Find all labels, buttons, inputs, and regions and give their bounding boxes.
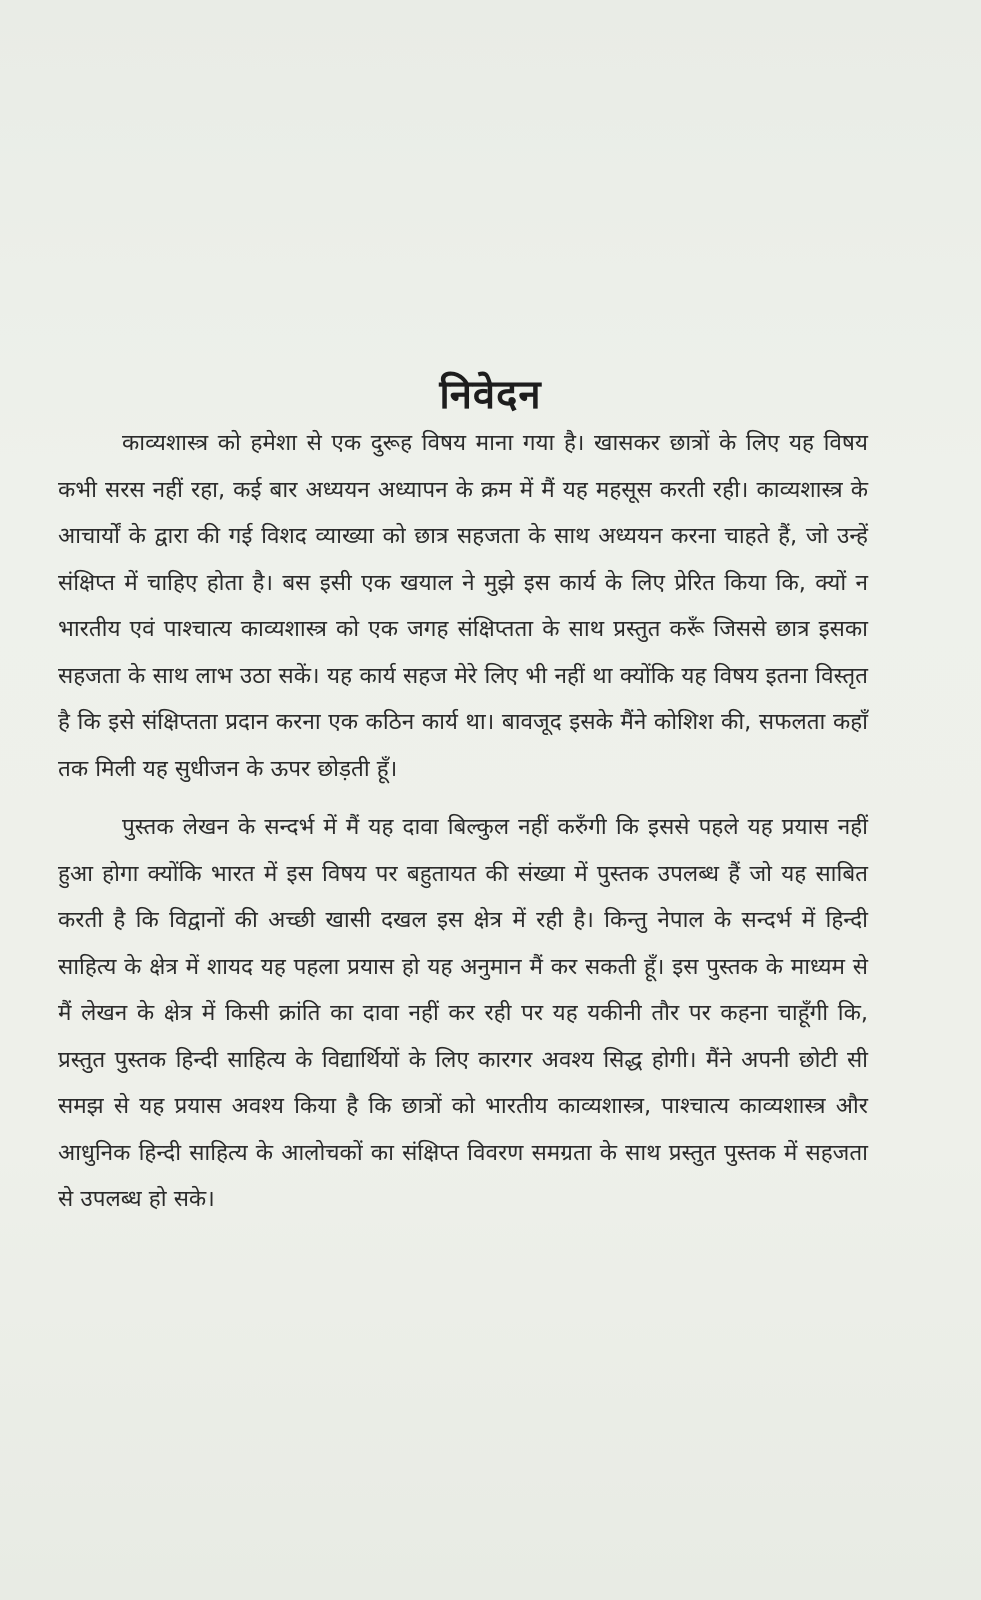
paragraph-2: पुस्तक लेखन के सन्दर्भ में मैं यह दावा बिल्कुल नहीं करुँगी कि इससे पहले यह प्रयास नहीं हुआ होगा क्योंकि भारत में इस विषय पर बहुतायत की संख्या में पुस्तक उपलब्ध हैं जो यह साबित करती है कि विद्वानों की अच्छी खासी दखल इस क्षेत्र में रही है। किन्तु नेपाल के सन्दर्भ में हिन्दी साहित्य के क्षेत्र में शायद यह पहला प्रयास हो यह अनुमान मैं कर सकती हूँ। इस पुस्तक के माध्यम से मैं लेखन के क्षेत्र में किसी क्रांति का दावा नहीं कर रही पर यह यकीनी तौर पर कहना चाहूँगी कि, प्रस्तुत पुस्तक हिन्दी साहित्य के विद्यार्थियों के लिए कारगर अवश्य सिद्ध होगी। मैंने अपनी छोटी सी समझ से यह प्रयास अवश्य किया है कि छात्रों को भारतीय काव्यशास्त्र, पाश्चात्य काव्यशास्त्र और आधुनिक हिन्दी साहित्य के आलोचकों का संक्षिप्त विवरण समग्रता के साथ प्रस्तुत पुस्तक में सहजता से उपलब्ध हो सके।: [58, 814, 868, 1212]
body-text: [58, 420, 868, 1223]
paragraph-1: काव्यशास्त्र को हमेशा से एक दुरूह विषय माना गया है। खासकर छात्रों के लिए यह विषय कभी सरस नहीं रहा, कई बार अध्ययन अध्यापन के क्रम में मैं यह महसूस करती रही। काव्यशास्त्र के आचार्यों के द्वारा की गई विशद व्याख्या को छात्र सहजता के साथ अध्ययन करना चाहते हैं, जो उन्हें संक्षिप्त में चाहिए होता है। बस इसी एक खयाल ने मुझे इस कार्य के लिए प्रेरित किया कि, क्यों न भारतीय एवं पाश्चात्य काव्यशास्त्र को एक जगह संक्षिप्तता के साथ प्रस्तुत करूँ जिससे छात्र इसका सहजता के साथ लाभ उठा सकें। यह कार्य सहज मेरे लिए भी नहीं था क्योंकि यह विषय इतना विस्तृत है कि इसे संक्षिप्तता प्रदान करना एक कठिन कार्य था। बावजूद इसके मैंने कोशिश की, सफलता कहाँ तक मिली यह सुधीजन के ऊपर छोड़ती हूँ।: [58, 430, 868, 782]
page-title: निवेदन: [439, 371, 542, 418]
